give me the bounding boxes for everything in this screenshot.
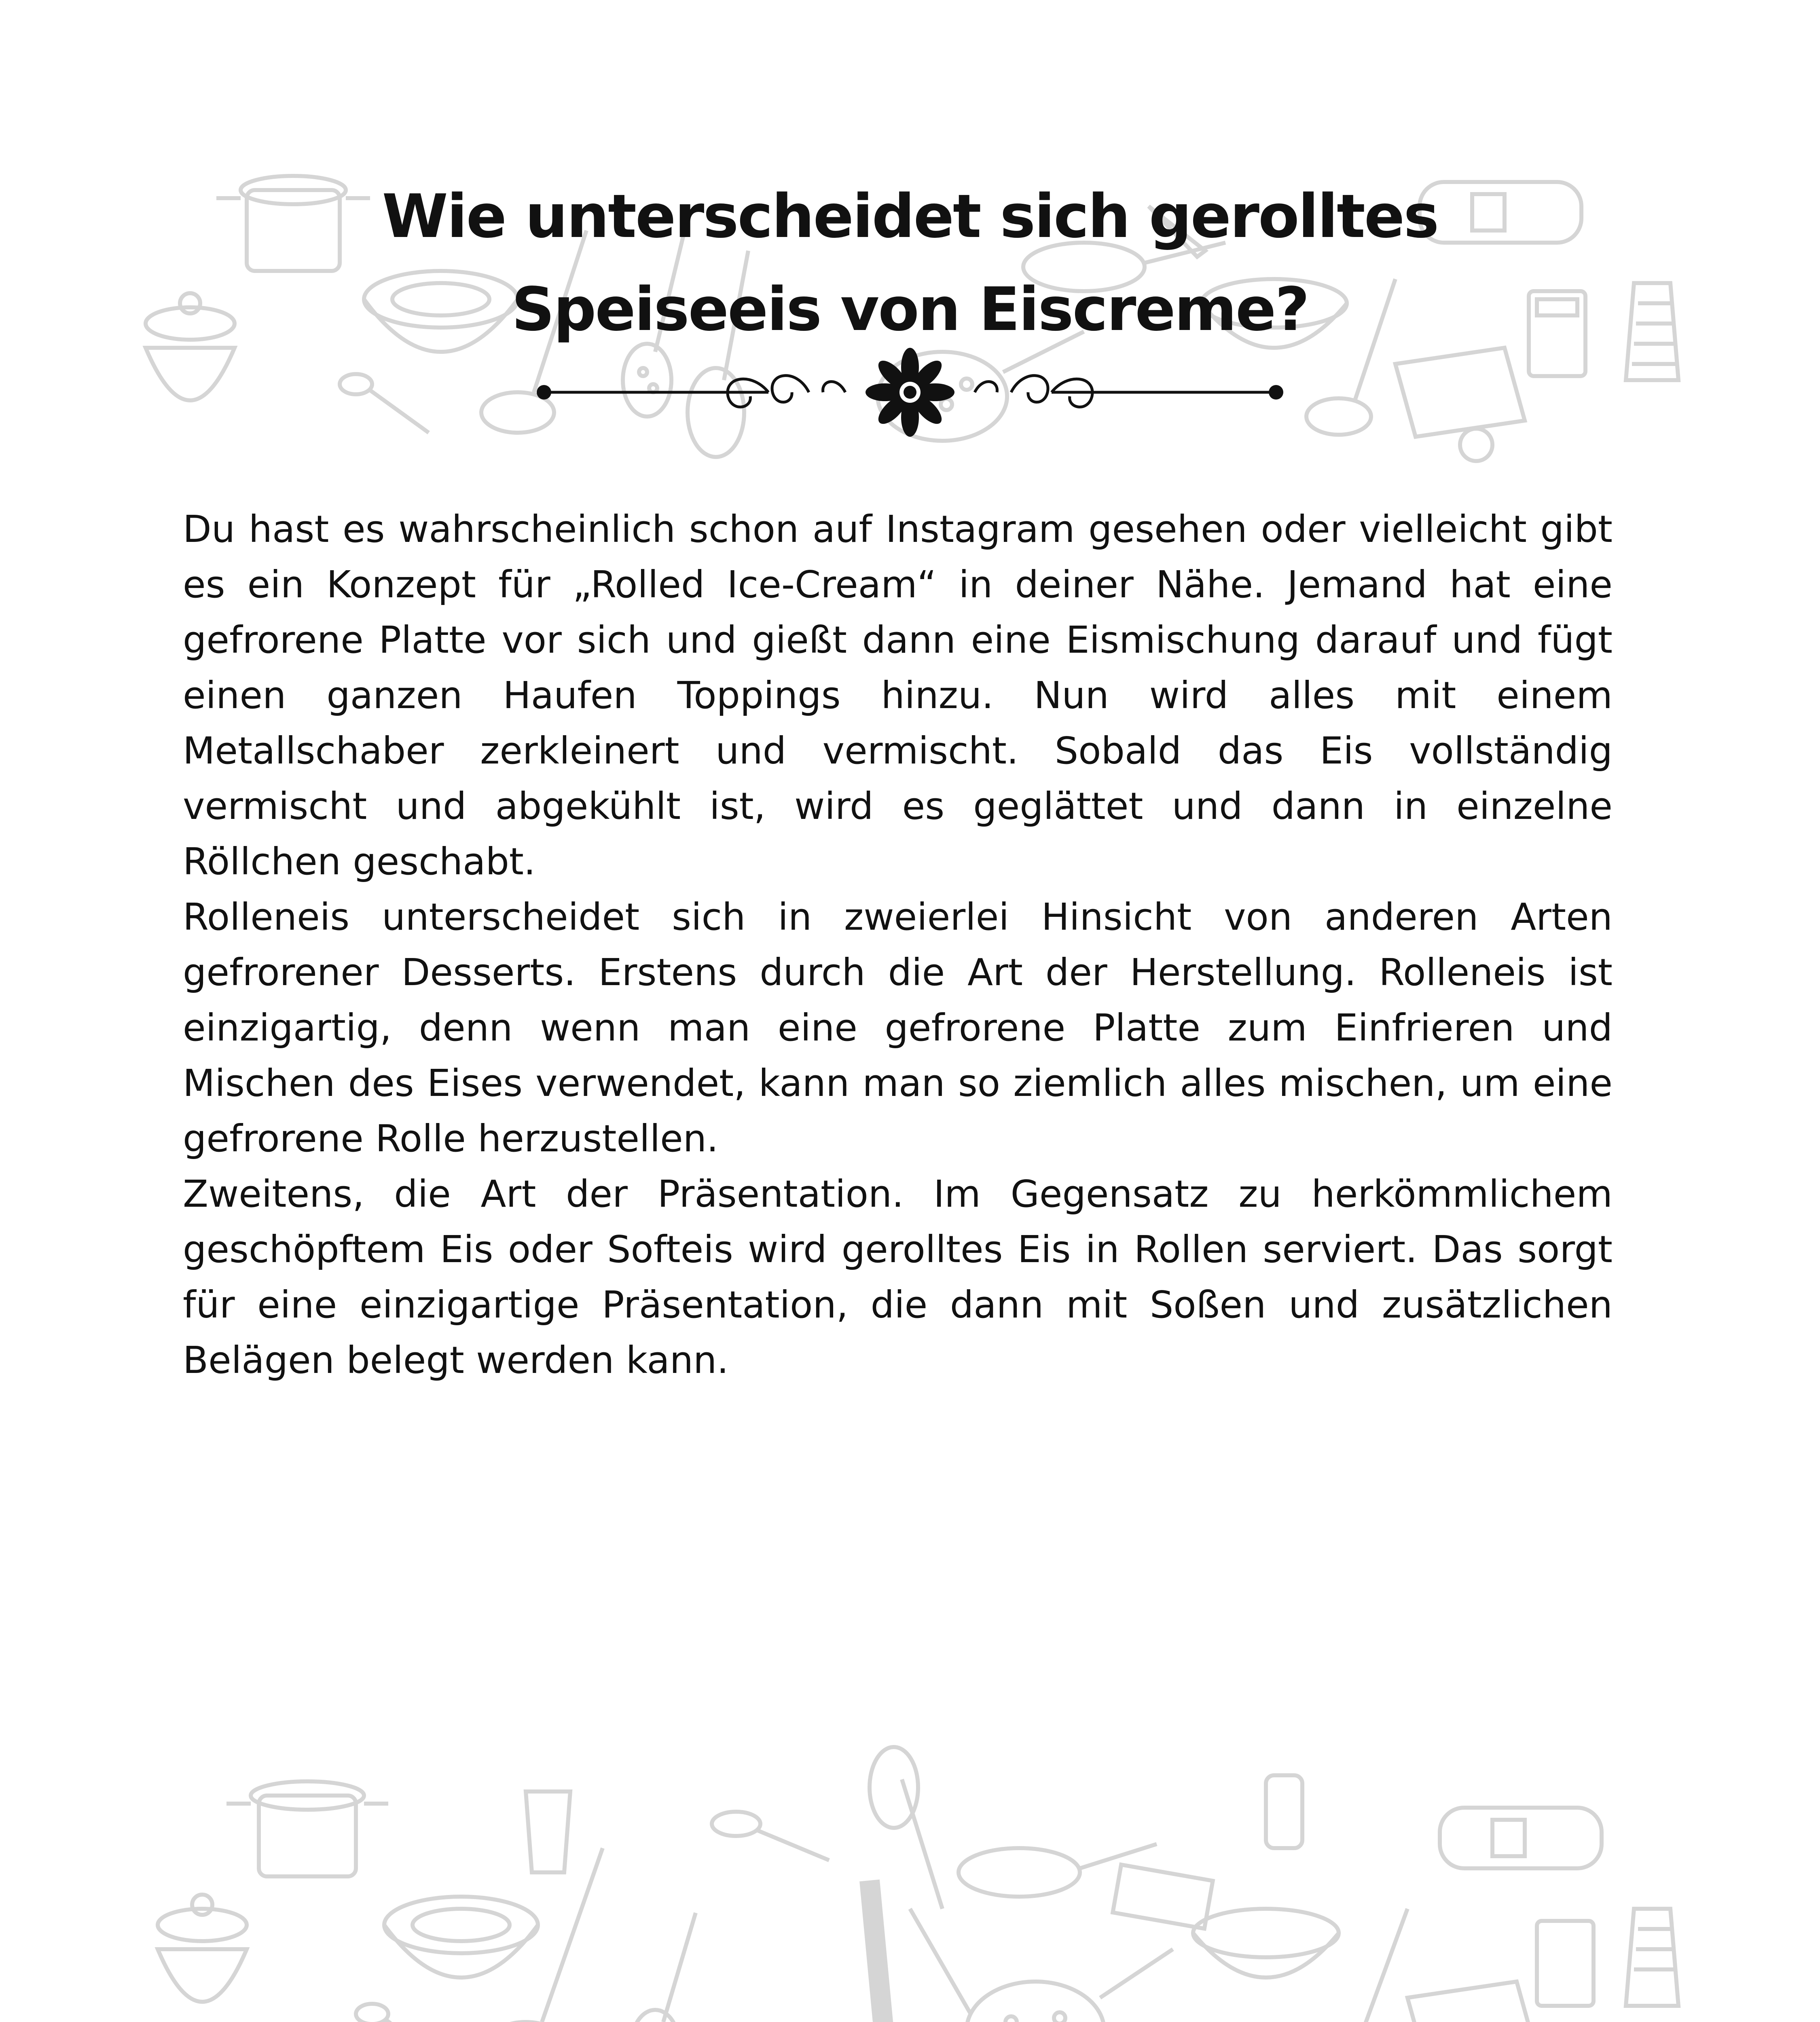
grater-board-icon (1113, 1865, 1213, 1929)
flourish-flower-divider-icon (526, 344, 1294, 441)
slotted-spoon-icon (631, 1913, 696, 2022)
colander-icon (967, 1949, 1173, 2022)
cooking-pot-icon (226, 1781, 388, 1876)
paragraph: Rolleneis unterscheidet sich in zweierlei Hinsicht von anderen Arten gefrorener Desserts. Erstens durch die Art der Herstellung. Rolleneis ist einzigartig, denn wenn man eine gefrorene Platte zum Einfrieren und Mischen des Eises verwendet, kann man so ziemlich alles mischen, um eine gefrorene Rolle herzustellen. (183, 895, 1613, 1160)
frying-pan-icon (959, 1844, 1157, 1897)
grater-icon (1626, 283, 1678, 380)
glass-icon (526, 1791, 570, 1872)
rolled-towel-icon (1407, 1982, 1537, 2022)
lidded-pot-icon (158, 1895, 247, 2002)
spoon-icon-2 (712, 1812, 829, 1860)
grater-icon (1626, 1909, 1678, 2006)
ladle-icon-right (1314, 1909, 1407, 2022)
page-title (243, 170, 1577, 356)
rolling-pin-icon (870, 1880, 890, 2022)
rolled-towel-icon (1395, 348, 1525, 461)
mixing-bowl-icon (384, 1897, 538, 1978)
article-body (183, 501, 1613, 1388)
spoon-icon (340, 374, 429, 433)
cake-ring-icon (1440, 1808, 1602, 1868)
title-line-1: Wie unterscheidet sich gerolltes (382, 182, 1438, 251)
spoon-icon (356, 2004, 441, 2022)
kitchen-utensils-background-bottom (0, 1739, 1820, 2022)
paragraph: Du hast es wahrscheinlich schon auf Instagram gesehen oder vielleicht gibt es ein Konzept für „Rolled Ice-Cream“ in deiner Nähe. Jemand hat eine gefrorene Platte vor sich und gießt dann eine Eismischung darauf und fügt einen ganzen Haufen Toppings hinzu. Nun wird alles mit einem Metallschaber zerkleinert und vermischt. Sobald das Eis vollständig vermischt und abgekühlt ist, wird es geglättet und dann in einzelne Röllchen geschabt. (183, 508, 1613, 883)
kitchen-scale-icon (1537, 1921, 1594, 2006)
whisk-icon (870, 1747, 942, 1909)
jar-icon (1266, 1775, 1302, 1848)
bowl-icon (1193, 1909, 1339, 1978)
title-line-2: Speiseeis von Eiscreme? (511, 275, 1309, 344)
paragraph: Zweitens, die Art der Präsentation. Im Gegensatz zu herkömmlichem geschöpftem Eis oder Softeis wird gerolltes Eis in Rollen serviert. Das sorgt für eine einzigartige Präsentation, die dann mit Soßen und zusätzlichen Belägen belegt werden kann. (183, 1172, 1613, 1382)
knife-icon (910, 1909, 971, 2014)
lidded-pot-icon (146, 293, 235, 400)
